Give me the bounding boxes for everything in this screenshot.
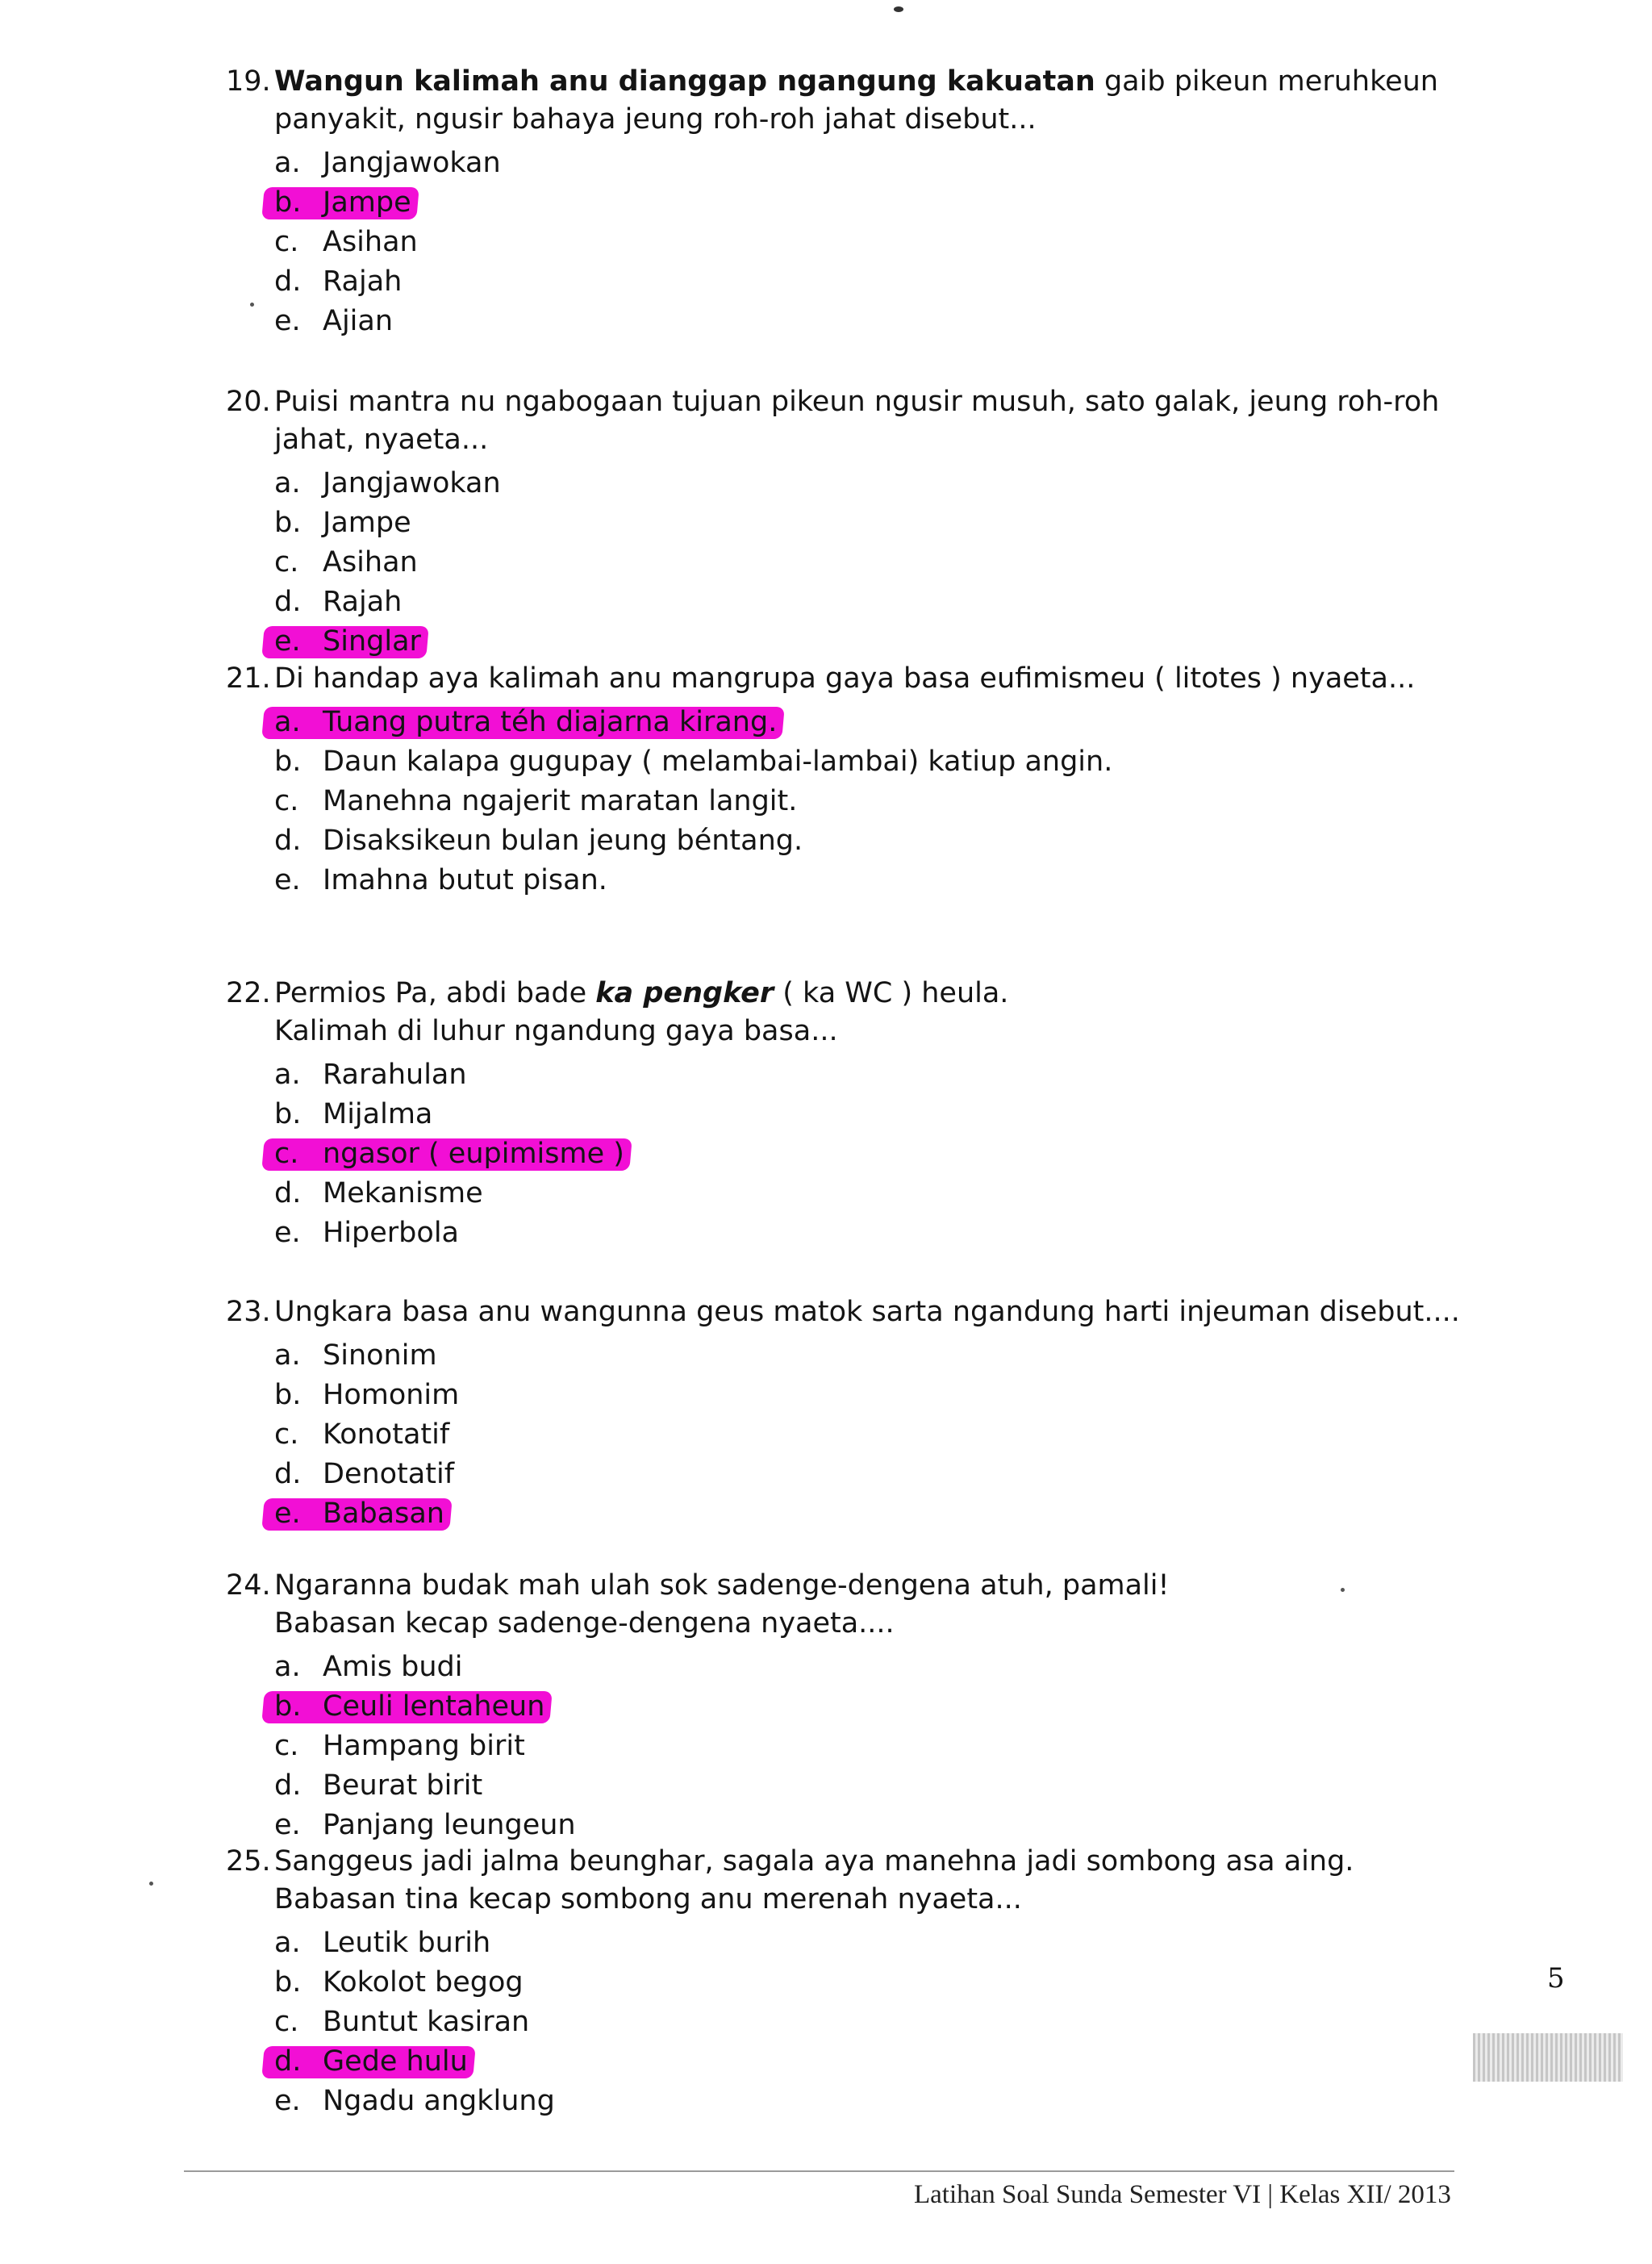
option-d [274, 1174, 1500, 1213]
option-letter: e. [274, 864, 301, 896]
question-stem [274, 63, 1500, 139]
question-number: 21. [226, 662, 271, 695]
option-text: Asihan [323, 226, 418, 258]
option-letter: c. [274, 785, 299, 817]
option-list [274, 1055, 1500, 1253]
option-text: Hiperbola [323, 1217, 459, 1249]
option-c [274, 2003, 1500, 2042]
question-stem-pre: Permios Pa, abdi bade [274, 977, 596, 1009]
option-b [274, 183, 1500, 223]
question-stem: Ungkara basa anu wangunna geus matok sarta ngandung harti injeuman disebut.... [274, 1296, 1460, 1328]
option-list [274, 1336, 1500, 1534]
option-text: Konotatif [323, 1418, 450, 1451]
option-letter: a. [274, 1059, 301, 1091]
option-letter: b. [274, 1690, 302, 1723]
option-list [274, 703, 1500, 900]
option-a [274, 1336, 1500, 1376]
option-text: Tuang putra téh diajarna kirang. [323, 706, 778, 738]
question-20 [226, 383, 1500, 662]
option-text: Disaksikeun bulan jeung béntang. [323, 825, 803, 857]
question-number: 25. [226, 1845, 271, 1878]
option-letter: c. [274, 1730, 299, 1762]
option-letter: e. [274, 305, 301, 337]
question-number: 19. [226, 65, 271, 98]
option-letter: d. [274, 825, 302, 857]
option-letter: c. [274, 546, 299, 579]
option-b [274, 1095, 1500, 1134]
option-d [274, 262, 1500, 302]
option-a [274, 464, 1500, 503]
option-letter: c. [274, 226, 299, 258]
option-e [274, 1494, 1500, 1534]
option-letter: d. [274, 1769, 302, 1802]
option-text: Mekanisme [323, 1177, 483, 1209]
option-text: Leutik burih [323, 1927, 491, 1959]
footer-text: Latihan Soal Sunda Semester VI | Kelas XII/ 2013 [914, 2180, 1451, 2209]
option-letter: d. [274, 586, 302, 618]
option-letter: d. [274, 1458, 302, 1490]
option-text: Ngadu angklung [323, 2085, 555, 2117]
question-stem-line2: Babasan kecap sadenge-dengena nyaeta.... [274, 1607, 895, 1640]
option-letter: c. [274, 1138, 299, 1170]
option-letter: e. [274, 2085, 301, 2117]
option-list [274, 1924, 1500, 2121]
option-text: Jangjawokan [323, 147, 501, 179]
question-stem [274, 975, 1500, 1051]
option-list [274, 464, 1500, 662]
option-b [274, 1687, 1500, 1727]
option-text: Gede hulu [323, 2045, 468, 2078]
option-letter: b. [274, 186, 302, 219]
option-text: Babasan [323, 1497, 444, 1530]
option-text: Singlar [323, 625, 421, 658]
option-letter: b. [274, 1098, 302, 1130]
option-letter: b. [274, 1379, 302, 1411]
question-stem-bold: Wangun kalimah anu dianggap ngangung kakuatan [274, 65, 1095, 98]
option-letter: a. [274, 1927, 301, 1959]
option-c [274, 1134, 1500, 1174]
option-letter: d. [274, 265, 302, 298]
option-text: Asihan [323, 546, 418, 579]
option-text: Jampe [323, 186, 411, 219]
option-letter: e. [274, 625, 301, 658]
option-text: Denotatif [323, 1458, 455, 1490]
question-number: 20. [226, 386, 271, 418]
option-text: Beurat birit [323, 1769, 483, 1802]
option-text: Rajah [323, 586, 403, 618]
option-text: Panjang leungeun [323, 1809, 576, 1841]
question-stem-line1: Sanggeus jadi jalma beunghar, sagala aya manehna jadi sombong asa aing. [274, 1845, 1354, 1878]
question-stem-emphasis: ka pengker [595, 977, 774, 1009]
option-c [274, 1727, 1500, 1766]
option-list [274, 1648, 1500, 1845]
option-e [274, 861, 1500, 900]
scan-speck [894, 6, 903, 12]
option-letter: e. [274, 1497, 301, 1530]
scan-speck [149, 1882, 153, 1886]
option-letter: a. [274, 147, 301, 179]
option-text: Mijalma [323, 1098, 433, 1130]
option-text: Imahna butut pisan. [323, 864, 607, 896]
option-a [274, 703, 1500, 742]
option-text: Amis budi [323, 1651, 463, 1683]
question-number: 24. [226, 1569, 271, 1602]
option-e [274, 1806, 1500, 1845]
option-letter: a. [274, 1339, 301, 1372]
option-text: Kokolot begog [323, 1966, 524, 1999]
question-number: 23. [226, 1296, 271, 1328]
option-text: Buntut kasiran [323, 2006, 530, 2038]
option-list [274, 144, 1500, 341]
option-b [274, 1963, 1500, 2003]
option-text: Rajah [323, 265, 403, 298]
option-e [274, 1213, 1500, 1253]
option-d [274, 583, 1500, 622]
option-text: Daun kalapa gugupay ( melambai-lambai) katiup angin. [323, 746, 1113, 778]
option-e [274, 622, 1500, 662]
scan-speck [250, 303, 254, 307]
question-21 [226, 660, 1500, 900]
option-text: Ajian [323, 305, 394, 337]
footer-divider [184, 2170, 1454, 2172]
scan-artifact [1473, 2033, 1623, 2082]
option-a [274, 1055, 1500, 1095]
option-d [274, 1766, 1500, 1806]
option-b [274, 742, 1500, 782]
question-24 [226, 1567, 1500, 1845]
option-a [274, 1648, 1500, 1687]
option-d [274, 2042, 1500, 2082]
option-text: Rarahulan [323, 1059, 467, 1091]
question-number: 22. [226, 977, 271, 1009]
question-stem-post: ( ka WC ) heula. [774, 977, 1009, 1009]
option-e [274, 2082, 1500, 2121]
option-text: Hampang birit [323, 1730, 525, 1762]
option-letter: b. [274, 507, 302, 539]
option-b [274, 503, 1500, 543]
option-c [274, 223, 1500, 262]
option-text: ngasor ( eupimisme ) [323, 1138, 624, 1170]
option-a [274, 1924, 1500, 1963]
option-letter: a. [274, 1651, 301, 1683]
option-letter: d. [274, 2045, 302, 2078]
option-text: Jangjawokan [323, 467, 501, 499]
option-c [274, 1415, 1500, 1455]
option-e [274, 302, 1500, 341]
option-letter: d. [274, 1177, 302, 1209]
question-stem-line1: Ngaranna budak mah ulah sok sadenge-dengena atuh, pamali! [274, 1569, 1170, 1602]
question-stem [274, 1567, 1500, 1643]
option-letter: e. [274, 1809, 301, 1841]
option-text: Homonim [323, 1379, 460, 1411]
question-stem-line2: Kalimah di luhur ngandung gaya basa... [274, 1015, 838, 1047]
option-letter: a. [274, 467, 301, 499]
option-b [274, 1376, 1500, 1415]
option-letter: c. [274, 2006, 299, 2038]
option-d [274, 821, 1500, 861]
question-stem [274, 1843, 1500, 1919]
option-c [274, 782, 1500, 821]
question-23 [226, 1293, 1500, 1534]
option-d [274, 1455, 1500, 1494]
option-text: Jampe [323, 507, 411, 539]
option-letter: c. [274, 1418, 299, 1451]
option-text: Sinonim [323, 1339, 437, 1372]
scan-speck [1341, 1588, 1345, 1592]
question-22 [226, 975, 1500, 1253]
option-letter: b. [274, 1966, 302, 1999]
option-c [274, 543, 1500, 583]
option-letter: a. [274, 706, 301, 738]
question-19 [226, 63, 1500, 341]
option-a [274, 144, 1500, 183]
option-text: Ceuli lentaheun [323, 1690, 545, 1723]
page-number: 5 [1547, 1962, 1565, 1995]
option-letter: b. [274, 746, 302, 778]
question-stem-rest: gaib pikeun meruhkeun panyakit, ngusir bahaya jeung roh-roh jahat disebut... [274, 65, 1438, 136]
option-text: Manehna ngajerit maratan langit. [323, 785, 798, 817]
question-25 [226, 1843, 1500, 2121]
option-letter: e. [274, 1217, 301, 1249]
question-stem: Puisi mantra nu ngabogaan tujuan pikeun ngusir musuh, sato galak, jeung roh-roh jahat, nyaeta... [274, 386, 1440, 456]
question-stem-line2: Babasan tina kecap sombong anu merenah nyaeta... [274, 1883, 1022, 1915]
question-stem: Di handap aya kalimah anu mangrupa gaya basa eufimismeu ( litotes ) nyaeta... [274, 662, 1416, 695]
